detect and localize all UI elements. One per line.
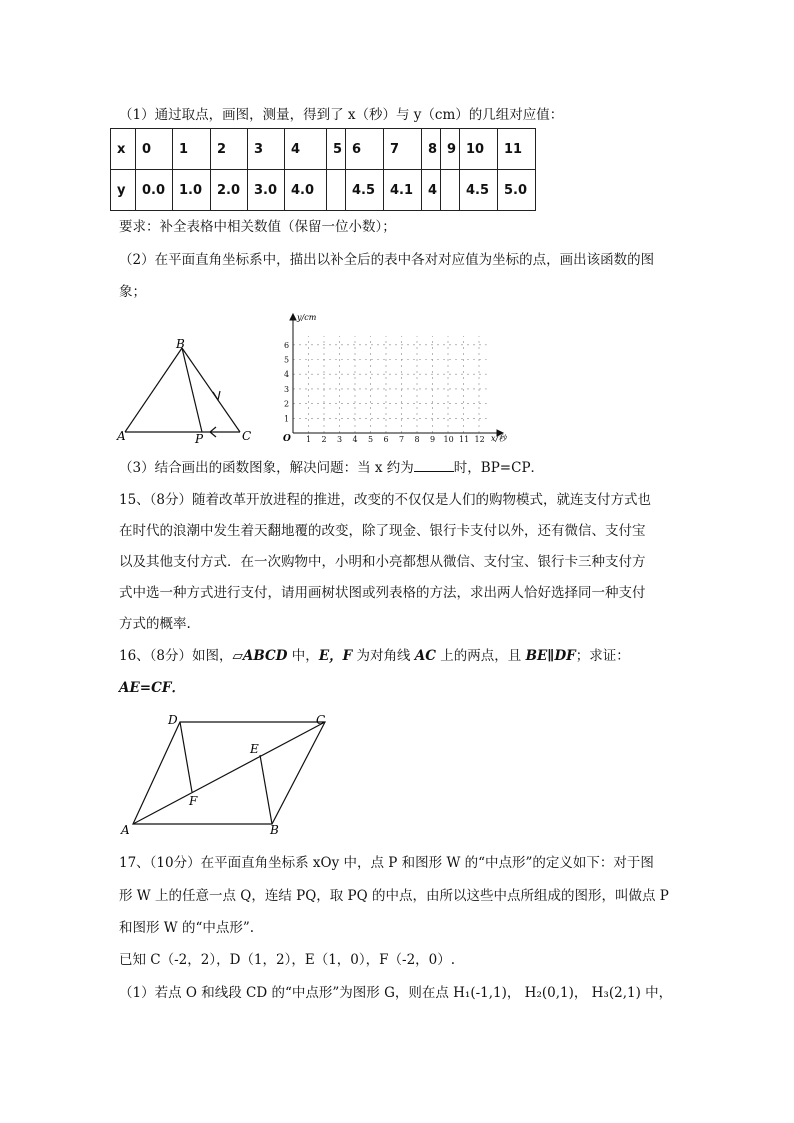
q16-line1 <box>119 646 630 666</box>
table-cell: 9 <box>441 129 460 170</box>
q14-part3 <box>119 458 544 478</box>
x-tick-label: 5 <box>368 435 374 444</box>
q14-part1: （1）通过取点，画图，测量，得到了 x（秒）与 y（cm）的几组对应值： <box>119 107 564 123</box>
y-tick-label: 2 <box>284 399 290 409</box>
x-tick-label: 12 <box>474 435 485 444</box>
y-tick-label: 1 <box>284 414 290 424</box>
x-tick-label: 10 <box>443 435 454 444</box>
q14-requirement: 要求：补全表格中相关数值（保留一位小数）； <box>119 219 396 235</box>
q14-part2-line1: （2）在平面直角坐标系中，描出以补全后的表中各对对应值为坐标的点，画出该函数的图 <box>119 252 655 268</box>
q14-part3-before: （3）结合画出的函数图象，解决问题：当 x 约为 <box>119 460 414 476</box>
side-bc <box>182 348 240 432</box>
q16-prefix: 16、（8分）如图， <box>119 648 233 664</box>
label-f: F <box>189 794 198 808</box>
coordinate-grid <box>275 308 520 448</box>
q14-part3-after: 时，BP=CP． <box>453 460 545 476</box>
origin-label: O <box>283 434 291 444</box>
y-tick-label: 4 <box>284 370 290 380</box>
label-d: D <box>168 713 178 727</box>
table-cell: 0 <box>136 129 173 170</box>
x-tick-label: 9 <box>430 435 436 444</box>
x-tick-label: 4 <box>352 435 358 444</box>
q15-line4: 式中选一种方式进行支付，请用画树状图或列表格的方法，求出两人恰好选择同一种支付 <box>119 585 646 601</box>
segment-bp <box>182 348 202 432</box>
q17-line4: 已知 C（-2，2），D（1，2），E（1，0），F（-2，0）. <box>119 952 456 968</box>
table-cell-blank[interactable] <box>441 170 460 211</box>
q16-figure: ▱ABCD <box>232 648 288 664</box>
q16-conclusion: AE=CF． <box>119 680 185 696</box>
q15-line1: 15、（8分）随着改革开放进程的推进，改变的不仅仅是人们的购物模式，就连支付方式也 <box>119 492 652 508</box>
table-cell: 8 <box>422 129 441 170</box>
x-tick-label: 6 <box>383 435 389 444</box>
y-tick-label: 5 <box>284 355 290 365</box>
segment-be <box>260 755 272 824</box>
y-tick-label: 3 <box>284 384 290 394</box>
table-cell: 4.1 <box>384 170 422 211</box>
q16-parallel: BE∥DF <box>525 648 576 664</box>
q17-line3: 和图形 W 的“中点形”. <box>119 920 255 936</box>
y-axis-label: y/cm <box>297 313 317 322</box>
x-tick-label: 7 <box>399 435 405 444</box>
label-a: A <box>121 823 130 837</box>
label-p: P <box>195 432 204 445</box>
label-e: E <box>250 742 259 756</box>
table-header-y: y <box>111 170 136 211</box>
q16-mid3: 上的两点，且 <box>436 648 526 664</box>
table-cell: 4.5 <box>346 170 384 211</box>
table-cell: 3.0 <box>248 170 285 211</box>
table-cell: 4 <box>422 170 441 211</box>
x-tick-label: 8 <box>414 435 420 444</box>
table-cell: 4.0 <box>285 170 327 211</box>
label-b: B <box>176 337 185 351</box>
q17-line2: 形 W 上的任意一点 Q，连结 PQ，取 PQ 的中点，由所以这些中点所组成的图形，叫做点 P <box>119 888 669 904</box>
table-cell-blank[interactable] <box>327 170 346 211</box>
table-cell: 2.0 <box>211 170 248 211</box>
table-row-y <box>111 170 536 211</box>
table-cell: 2 <box>211 129 248 170</box>
q14-part2-line2: 象； <box>119 284 146 300</box>
table-cell: 1.0 <box>173 170 211 211</box>
x-axis-label: x/秒 <box>491 434 507 443</box>
label-a: A <box>117 429 126 443</box>
q15-line5: 方式的概率. <box>119 616 191 632</box>
table-cell: 1 <box>173 129 211 170</box>
q16-mid1: 中， <box>287 648 319 664</box>
q17-line5: （1）若点 O 和线段 CD 的“中点形”为图形 G，则在点 H₁(-1,1)， H₂(0,1)， H₃(2,1) 中， <box>119 985 673 1001</box>
table-cell: 4 <box>285 129 327 170</box>
answer-blank[interactable] <box>414 459 454 472</box>
side-ab <box>125 348 182 432</box>
arrow-down-icon <box>213 391 220 400</box>
table-cell: 6 <box>346 129 384 170</box>
table-cell: 10 <box>460 129 498 170</box>
x-tick-label: 2 <box>321 435 327 444</box>
parallelogram-figure <box>115 710 340 840</box>
q15-line2: 在时代的浪潮中发生着天翻地覆的改变，除了现金、银行卡支付以外，还有微信、支付宝 <box>119 523 646 539</box>
label-b: B <box>270 823 279 837</box>
label-c: C <box>242 429 252 443</box>
segment-df <box>180 722 192 792</box>
table-cell: 5 <box>327 129 346 170</box>
y-axis-arrow-icon <box>290 314 296 320</box>
table-cell: 4.5 <box>460 170 498 211</box>
x-tick-label: 11 <box>459 435 470 444</box>
q15-line3: 以及其他支付方式．在一次购物中，小明和小亮都想从微信、支付宝、银行卡三种支付方 <box>119 554 646 570</box>
q16-mid2: 为对角线 <box>352 648 415 664</box>
table-cell: 0.0 <box>136 170 173 211</box>
table-header-x: x <box>111 129 136 170</box>
q16-ef: E，F <box>318 648 353 664</box>
x-tick-label: 3 <box>337 435 343 444</box>
table-row-x <box>111 129 536 170</box>
x-tick-label: 1 <box>306 435 312 444</box>
xy-table <box>110 128 536 211</box>
y-tick-label: 6 <box>284 340 290 350</box>
label-c: C <box>316 713 326 727</box>
table-cell: 5.0 <box>498 170 536 211</box>
triangle-figure <box>110 330 260 445</box>
table-cell: 3 <box>248 129 285 170</box>
diagonal-ac <box>133 722 325 824</box>
table-cell: 7 <box>384 129 422 170</box>
q17-line1: 17、（10分）在平面直角坐标系 xOy 中，点 P 和图形 W 的“中点形”的定义如下：对于图 <box>119 855 654 871</box>
q16-mid4: ；求证： <box>575 648 630 664</box>
q16-ac: AC <box>414 648 437 664</box>
table-cell: 11 <box>498 129 536 170</box>
